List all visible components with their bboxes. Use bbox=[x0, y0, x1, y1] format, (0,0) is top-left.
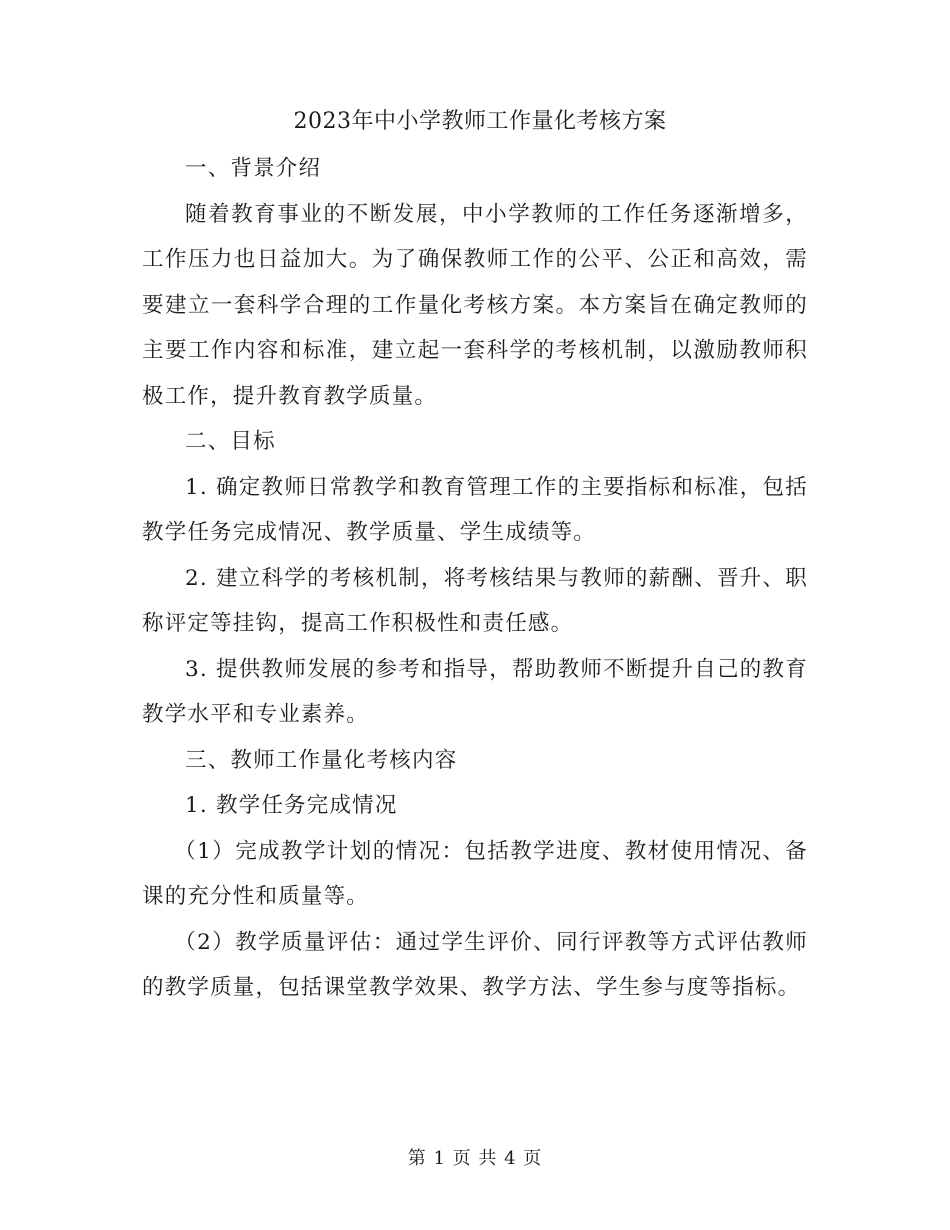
goal-item-3: 3. 提供教师发展的参考和指导，帮助教师不断提升自己的教育教学水平和专业素养。 bbox=[142, 656, 808, 727]
background-paragraph: 随着教育事业的不断发展，中小学教师的工作任务逐渐增多，工作压力也日益加大。为了确保教师工作的公平、公正和高效，需要建立一套科学合理的工作量化考核方案。本方案旨在确定教师的主要工作内容和标准，建立起一套科学的考核机制，以激励教师积极工作，提升教育教学质量。 bbox=[142, 201, 808, 409]
content-subitem-1: （1）完成教学计划的情况：包括教学进度、教材使用情况、备课的充分性和质量等。 bbox=[142, 838, 808, 909]
goal-item-1: 1. 确定教师日常教学和教育管理工作的主要指标和标准，包括教学任务完成情况、教学质量、学生成绩等。 bbox=[142, 474, 808, 545]
goal-item-2: 2. 建立科学的考核机制，将考核结果与教师的薪酬、晋升、职称评定等挂钩，提高工作积极性和责任感。 bbox=[142, 565, 808, 636]
content-item-1: 1. 教学任务完成情况 bbox=[185, 793, 398, 818]
page-number-label: 第 1 页 共 4 页 bbox=[407, 1148, 543, 1169]
document-title: 2023年中小学教师工作量化考核方案 bbox=[293, 109, 667, 134]
document-body bbox=[142, 98, 808, 1011]
section-heading-background: 一、背景介绍 bbox=[185, 156, 322, 181]
section-heading-content: 三、教师工作量化考核内容 bbox=[185, 747, 458, 773]
content-subitem-2: （2）教学质量评估：通过学生评价、同行评教等方式评估教师的教学质量，包括课堂教学效果、教学方法、学生参与度等指标。 bbox=[142, 929, 808, 1000]
page-footer bbox=[0, 1144, 950, 1174]
section-heading-goals: 二、目标 bbox=[185, 429, 276, 454]
